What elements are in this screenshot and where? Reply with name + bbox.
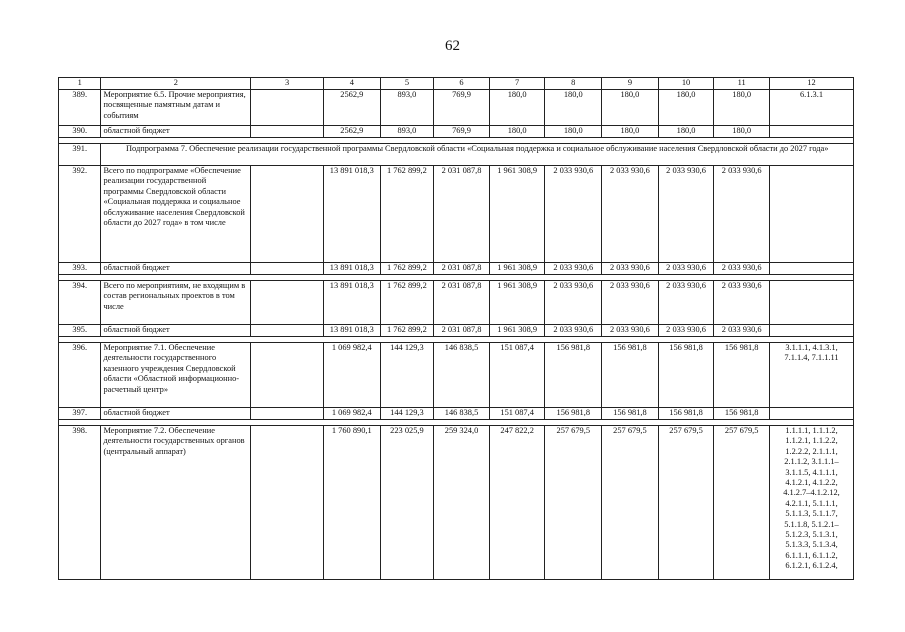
target-codes: 3.1.1.1, 4.1.3.1, 7.1.1.4, 7.1.1.11 — [769, 343, 853, 408]
table-row — [59, 343, 854, 408]
value-col-10: 257 679,5 — [658, 426, 714, 580]
value-col-9: 180,0 — [602, 90, 659, 126]
row-col3 — [251, 343, 324, 408]
row-number: 392. — [59, 166, 101, 263]
value-col-11: 180,0 — [714, 126, 770, 138]
row-number: 396. — [59, 343, 101, 408]
subprogram-title: Подпрограмма 7. Обеспечение реализации государственной программы Свердловской области «Социальная поддержка и социальное обслуживание населения Свердловской области до 2027 года» — [101, 144, 854, 166]
value-col-8: 257 679,5 — [545, 426, 602, 580]
value-col-9: 156 981,8 — [602, 343, 659, 408]
row-name: областной бюджет — [101, 408, 251, 420]
table-row — [59, 263, 854, 275]
value-col-9: 2 033 930,6 — [602, 263, 659, 275]
value-col-9: 156 981,8 — [602, 408, 659, 420]
row-number: 397. — [59, 408, 101, 420]
table-row — [59, 281, 854, 325]
value-col-5: 893,0 — [380, 90, 434, 126]
value-col-10: 2 033 930,6 — [658, 263, 714, 275]
target-codes — [769, 126, 853, 138]
row-number: 389. — [59, 90, 101, 126]
value-col-4: 1 760 890,1 — [323, 426, 380, 580]
value-col-11: 156 981,8 — [714, 343, 770, 408]
row-number: 390. — [59, 126, 101, 138]
value-col-5: 1 762 899,2 — [380, 281, 434, 325]
value-col-6: 769,9 — [434, 126, 490, 138]
header-cell-3: 3 — [251, 78, 324, 90]
value-col-8: 156 981,8 — [545, 343, 602, 408]
value-col-10: 156 981,8 — [658, 343, 714, 408]
value-col-5: 893,0 — [380, 126, 434, 138]
target-codes — [769, 263, 853, 275]
value-col-10: 156 981,8 — [658, 408, 714, 420]
row-number: 394. — [59, 281, 101, 325]
value-col-6: 2 031 087,8 — [434, 263, 490, 275]
row-col3 — [251, 166, 324, 263]
header-cell-9: 9 — [602, 78, 659, 90]
row-name: Мероприятие 6.5. Прочие мероприятия, посвященные памятным датам и событиям — [101, 90, 251, 126]
row-number: 391. — [59, 144, 101, 166]
value-col-11: 257 679,5 — [714, 426, 770, 580]
value-col-9: 2 033 930,6 — [602, 281, 659, 325]
value-col-8: 180,0 — [545, 126, 602, 138]
value-col-11: 2 033 930,6 — [714, 281, 770, 325]
value-col-4: 13 891 018,3 — [323, 325, 380, 337]
value-col-7: 180,0 — [489, 90, 545, 126]
value-col-11: 2 033 930,6 — [714, 325, 770, 337]
row-name: Всего по мероприятиям, не входящим в состав региональных проектов в том числе — [101, 281, 251, 325]
row-number: 395. — [59, 325, 101, 337]
value-col-7: 1 961 308,9 — [489, 325, 545, 337]
header-cell-4: 4 — [323, 78, 380, 90]
value-col-7: 1 961 308,9 — [489, 263, 545, 275]
value-col-5: 223 025,9 — [380, 426, 434, 580]
value-col-8: 180,0 — [545, 90, 602, 126]
header-cell-8: 8 — [545, 78, 602, 90]
header-cell-5: 5 — [380, 78, 434, 90]
page-number: 62 — [445, 38, 460, 54]
value-col-8: 2 033 930,6 — [545, 325, 602, 337]
row-name: областной бюджет — [101, 325, 251, 337]
value-col-5: 1 762 899,2 — [380, 325, 434, 337]
value-col-4: 13 891 018,3 — [323, 166, 380, 263]
row-col3 — [251, 408, 324, 420]
value-col-6: 2 031 087,8 — [434, 281, 490, 325]
row-col3 — [251, 281, 324, 325]
target-codes: 1.1.1.1, 1.1.1.2, 1.1.2.1, 1.1.2.2, 1.2.2.2, 2.1.1.1, 2.1.1.2, 3.1.1.1– 3.1.1.5, 4.1.1.1, 4.1.2.1, 4.1.2.2, 4.1.2.7–4.1.2.12, 4.2.1.1, 5.1.1.1, 5.1.1.3, 5.1.1.7, 5.1.1.8, 5.1.2.1– 5.1.2.3, 5.1.3.1, 5.1.3.3, 5.1.3.4, 6.1.1.1, 6.1.1.2, 6.1.2.1, 6.1.2.4, — [769, 426, 853, 580]
value-col-6: 769,9 — [434, 90, 490, 126]
value-col-5: 1 762 899,2 — [380, 263, 434, 275]
header-cell-6: 6 — [434, 78, 490, 90]
value-col-4: 1 069 982,4 — [323, 343, 380, 408]
value-col-4: 1 069 982,4 — [323, 408, 380, 420]
row-number: 398. — [59, 426, 101, 580]
value-col-4: 2562,9 — [323, 126, 380, 138]
header-cell-10: 10 — [658, 78, 714, 90]
row-name: областной бюджет — [101, 126, 251, 138]
value-col-10: 180,0 — [658, 126, 714, 138]
table-row — [59, 144, 854, 166]
row-col3 — [251, 126, 324, 138]
value-col-4: 13 891 018,3 — [323, 281, 380, 325]
value-col-6: 146 838,5 — [434, 343, 490, 408]
value-col-9: 180,0 — [602, 126, 659, 138]
row-number: 393. — [59, 263, 101, 275]
value-col-10: 2 033 930,6 — [658, 281, 714, 325]
target-codes — [769, 408, 853, 420]
value-col-10: 2 033 930,6 — [658, 166, 714, 263]
header-cell-2: 2 — [101, 78, 251, 90]
table-row — [59, 408, 854, 420]
value-col-8: 2 033 930,6 — [545, 166, 602, 263]
value-col-4: 13 891 018,3 — [323, 263, 380, 275]
value-col-7: 1 961 308,9 — [489, 281, 545, 325]
target-codes — [769, 281, 853, 325]
target-codes — [769, 166, 853, 263]
value-col-11: 180,0 — [714, 90, 770, 126]
header-cell-12: 12 — [769, 78, 853, 90]
value-col-8: 2 033 930,6 — [545, 263, 602, 275]
value-col-5: 144 129,3 — [380, 408, 434, 420]
row-name: областной бюджет — [101, 263, 251, 275]
target-codes — [769, 325, 853, 337]
value-col-6: 2 031 087,8 — [434, 166, 490, 263]
value-col-7: 1 961 308,9 — [489, 166, 545, 263]
header-cell-7: 7 — [489, 78, 545, 90]
value-col-11: 156 981,8 — [714, 408, 770, 420]
value-col-7: 151 087,4 — [489, 343, 545, 408]
value-col-9: 257 679,5 — [602, 426, 659, 580]
value-col-7: 151 087,4 — [489, 408, 545, 420]
table-row — [59, 90, 854, 126]
value-col-9: 2 033 930,6 — [602, 325, 659, 337]
value-col-6: 2 031 087,8 — [434, 325, 490, 337]
target-codes: 6.1.3.1 — [769, 90, 853, 126]
table-row — [59, 126, 854, 138]
value-col-5: 144 129,3 — [380, 343, 434, 408]
row-name: Мероприятие 7.1. Обеспечение деятельности государственного казенного учреждения Свердловской области «Областной информационно-расчетный центр» — [101, 343, 251, 408]
value-col-6: 259 324,0 — [434, 426, 490, 580]
table-row — [59, 426, 854, 580]
value-col-8: 156 981,8 — [545, 408, 602, 420]
row-name: Всего по подпрограмме «Обеспечение реализации государственной программы Свердловской области «Социальная поддержка и социальное обслуживание населения Свердловской области до 2027 года» в том числе — [101, 166, 251, 263]
row-name: Мероприятие 7.2. Обеспечение деятельности государственных органов (центральный аппарат) — [101, 426, 251, 580]
row-col3 — [251, 426, 324, 580]
row-col3 — [251, 325, 324, 337]
value-col-8: 2 033 930,6 — [545, 281, 602, 325]
table-row — [59, 325, 854, 337]
value-col-10: 2 033 930,6 — [658, 325, 714, 337]
budget-table — [58, 77, 854, 580]
row-col3 — [251, 90, 324, 126]
value-col-9: 2 033 930,6 — [602, 166, 659, 263]
value-col-7: 247 822,2 — [489, 426, 545, 580]
value-col-10: 180,0 — [658, 90, 714, 126]
row-col3 — [251, 263, 324, 275]
value-col-4: 2562,9 — [323, 90, 380, 126]
value-col-7: 180,0 — [489, 126, 545, 138]
table-header-row — [59, 78, 854, 90]
value-col-11: 2 033 930,6 — [714, 263, 770, 275]
table-row — [59, 166, 854, 263]
value-col-5: 1 762 899,2 — [380, 166, 434, 263]
value-col-11: 2 033 930,6 — [714, 166, 770, 263]
value-col-6: 146 838,5 — [434, 408, 490, 420]
header-cell-1: 1 — [59, 78, 101, 90]
header-cell-11: 11 — [714, 78, 770, 90]
